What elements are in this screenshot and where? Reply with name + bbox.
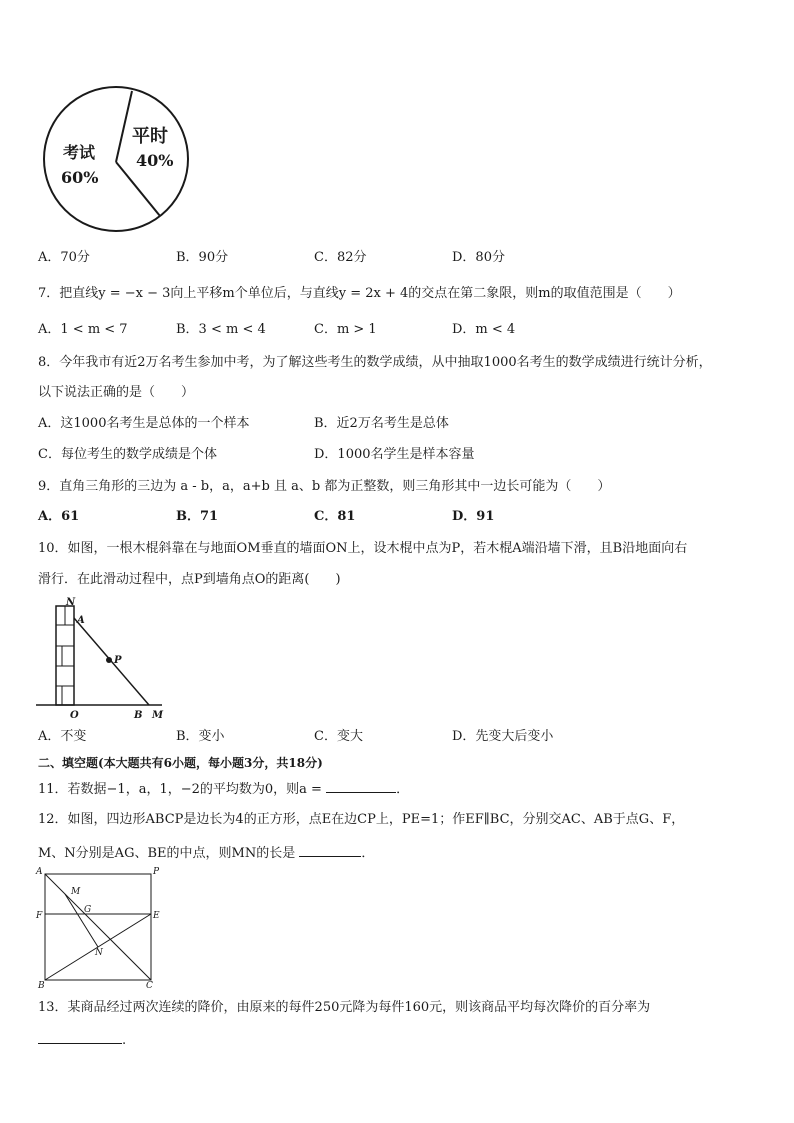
q8-option-a: A．这1000名考生是总体的一个样本 [38,416,250,431]
q6-option-b: B．90分 [176,250,229,265]
q12-prefix: M、N分别是AG、BE的中点，则MN的长是 [38,846,296,861]
q8-option-c: C．每位考生的数学成绩是个体 [38,447,217,462]
q12-answer-blank[interactable] [299,842,361,857]
label-g: G [84,905,92,915]
pie-divider-top [116,91,132,162]
q9-option-b: B．71 [176,509,219,524]
label-e: E [153,911,160,921]
section2-heading: 二、填空题(本大题共有6小题，每小题3分，共18分) [38,756,323,770]
label-a: A [36,867,43,877]
segment-mn [65,894,98,947]
q9-option-d: D．91 [452,509,495,524]
pie-pct-exam: 60% [61,168,99,187]
q11-answer-blank[interactable] [326,778,396,793]
q6-option-d: D．80分 [452,250,505,265]
q8-stem-line1: 8．今年我市有近2万名考生参加中考，为了解这些考生的数学成绩，从中抽取1000名考生的数学成绩进行统计分析， [38,355,712,370]
q9-option-a: A．61 [38,509,80,524]
q13-suffix: . [122,1033,127,1048]
q9-stem: 9．直角三角形的三边为 a - b，a，a+b 且 a、b 都为正整数，则三角形其中一边长可能为（ ） [38,479,611,494]
pie-chart-figure [36,84,196,239]
q10-option-c: C．变大 [314,729,363,744]
q7-option-b: B．3 < m < 4 [176,322,266,337]
label-n: N [66,597,76,608]
q10-stem-line2: 滑行．在此滑动过程中，点P到墙角点O的距离( ) [38,572,341,587]
label-p: P [114,655,122,666]
q10-ladder-figure [34,594,174,724]
label-m: M [71,887,81,897]
q13-answer-line [38,1029,126,1051]
q11-prefix: 11．若数据−1，a，1，−2的平均数为0，则a = [38,782,322,797]
q12-suffix: ． [361,846,375,861]
q7-option-d: D．m < 4 [452,322,516,337]
pie-label-exam: 考试 [63,143,96,162]
q10-stem-line1: 10．如图，一根木棍斜靠在与地面OM垂直的墙面ON上，设木棍中点为P，若木棍A端沿墙下滑，且B沿地面向右 [38,541,688,556]
pie-label-regular: 平时 [132,126,168,147]
q12-square-figure [34,864,166,990]
q8-option-b: B．近2万名考生是总体 [314,416,449,431]
label-p: P [153,867,160,877]
q13-answer-blank[interactable] [38,1029,122,1044]
q6-option-c: C．82分 [314,250,367,265]
q11-suffix: ． [396,782,410,797]
diagonal-ac [45,874,151,980]
label-b: B [134,710,143,721]
pie-pct-regular: 40% [136,151,174,170]
q7-option-a: A．1 < m < 7 [38,322,128,337]
q10-option-d: D．先变大后变小 [452,729,554,744]
label-b: B [38,981,45,990]
q10-option-b: B．变小 [176,729,225,744]
q7-option-c: C．m > 1 [314,322,377,337]
q6-option-a: A．70分 [38,250,90,265]
q8-stem-line2: 以下说法正确的是（ ） [38,385,195,400]
label-c: C [146,981,153,990]
q7-stem: 7．把直线y = −x − 3向上平移m个单位后，与直线y = 2x + 4的交点在第二象限，则m的取值范围是（ ） [38,286,681,301]
label-f: F [36,911,43,921]
q12-stem-line2 [38,842,374,864]
label-n: N [95,948,103,958]
q8-option-d: D．1000名学生是样本容量 [314,447,475,462]
label-m: M [152,710,164,721]
q9-option-c: C．81 [314,509,356,524]
q10-option-a: A．不变 [38,729,87,744]
label-o: O [70,710,79,721]
q11-stem [38,778,409,800]
label-a: A [77,615,85,626]
q12-stem-line1: 12．如图，四边形ABCP是边长为4的正方形，点E在边CP上，PE=1；作EF∥BC，分别交AC、AB于点G、F， [38,812,685,827]
q13-stem: 13．某商品经过两次连续的降价，由原来的每件250元降为每件160元，则该商品平均每次降价的百分率为 [38,1000,651,1015]
pie-divider-bottom [116,162,160,216]
point-p [106,657,112,663]
